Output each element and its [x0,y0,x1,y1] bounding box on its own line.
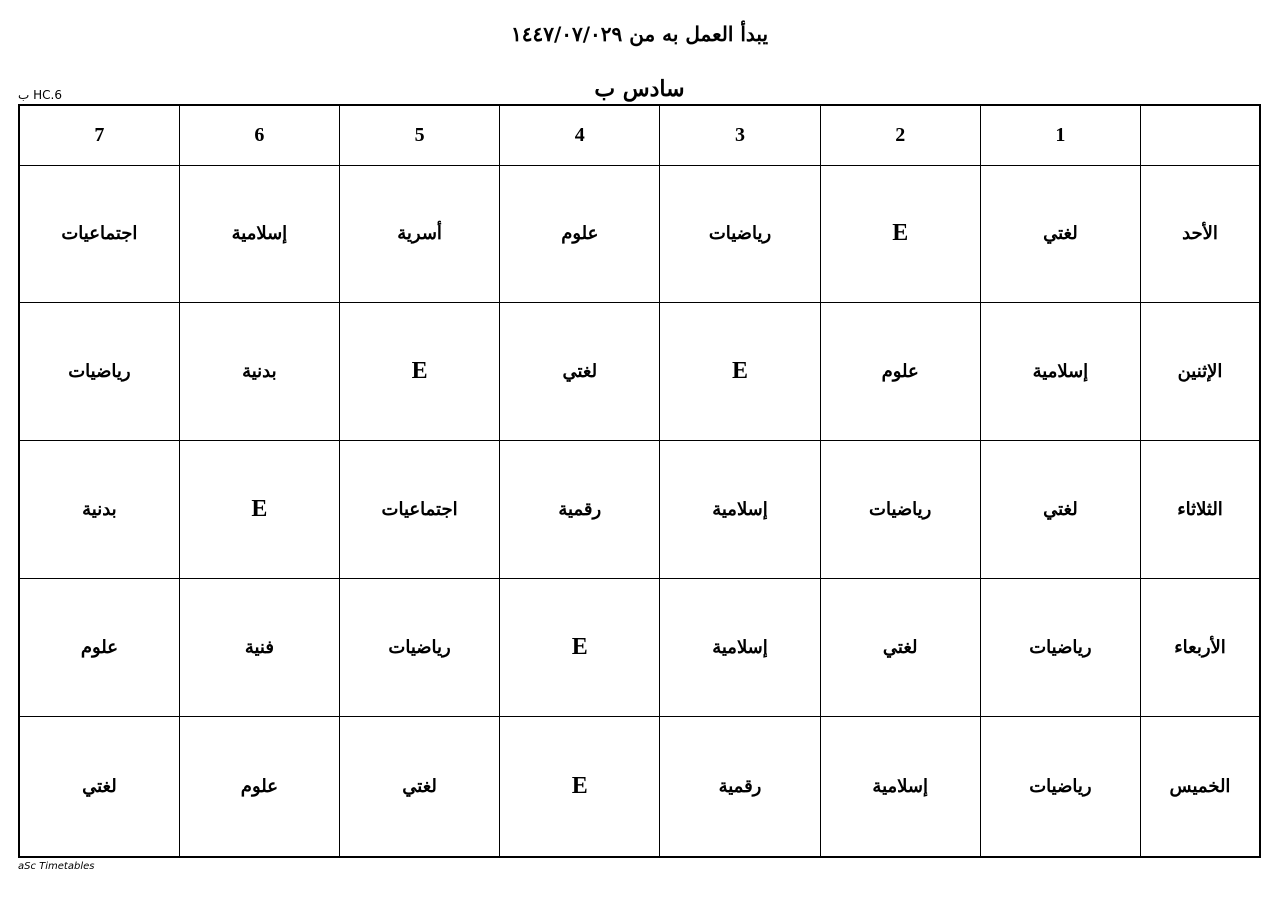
day-label: الأربعاء [1141,579,1261,717]
day-label: الثلاثاء [1141,441,1261,579]
lesson-cell: E [660,303,820,441]
period-header: 1 [980,105,1140,165]
day-label: الخميس [1141,717,1261,857]
period-header: 2 [820,105,980,165]
lesson-cell: رقمية [660,717,820,857]
lesson-cell: رياضيات [339,579,499,717]
footer-credit: aSc Timetables [18,861,95,872]
lesson-cell: رقمية [500,441,660,579]
lesson-cell: اجتماعيات [19,165,179,303]
lesson-cell: بدنية [19,441,179,579]
lesson-cell: إسلامية [179,165,339,303]
lesson-cell: اجتماعيات [339,441,499,579]
day-label: الأحد [1141,165,1261,303]
lesson-cell: لغتي [19,717,179,857]
lesson-cell: بدنية [179,303,339,441]
lesson-cell: رياضيات [820,441,980,579]
lesson-cell: علوم [179,717,339,857]
table-row [19,717,1260,857]
lesson-cell: إسلامية [660,441,820,579]
table-row [19,165,1260,303]
table-row [19,303,1260,441]
page-title: يبدأ العمل به من ١٤٤٧/٠٧/٠٢٩ [510,22,769,46]
lesson-cell: إسلامية [980,303,1140,441]
lesson-cell: إسلامية [820,717,980,857]
lesson-cell: فنية [179,579,339,717]
lesson-cell: رياضيات [19,303,179,441]
lesson-cell: أسرية [339,165,499,303]
table-row [19,579,1260,717]
period-header: 5 [339,105,499,165]
class-name: سادس ب [594,76,685,102]
timetable [18,104,1261,858]
lesson-cell: لغتي [980,165,1140,303]
lesson-cell: إسلامية [660,579,820,717]
period-header: 4 [500,105,660,165]
lesson-cell: E [179,441,339,579]
lesson-cell: E [820,165,980,303]
period-header-row [19,105,1260,165]
period-header: 3 [660,105,820,165]
lesson-cell: لغتي [820,579,980,717]
lesson-cell: E [500,579,660,717]
class-code: HC.6 ب [18,88,62,102]
day-label: الإثنين [1141,303,1261,441]
lesson-cell: علوم [500,165,660,303]
lesson-cell: علوم [19,579,179,717]
lesson-cell: رياضيات [980,579,1140,717]
lesson-cell: E [500,717,660,857]
lesson-cell: لغتي [339,717,499,857]
lesson-cell: E [339,303,499,441]
lesson-cell: رياضيات [980,717,1140,857]
period-header: 7 [19,105,179,165]
lesson-cell: لغتي [980,441,1140,579]
period-header: 6 [179,105,339,165]
lesson-cell: علوم [820,303,980,441]
lesson-cell: لغتي [500,303,660,441]
table-row [19,441,1260,579]
lesson-cell: رياضيات [660,165,820,303]
corner-cell [1141,105,1261,165]
